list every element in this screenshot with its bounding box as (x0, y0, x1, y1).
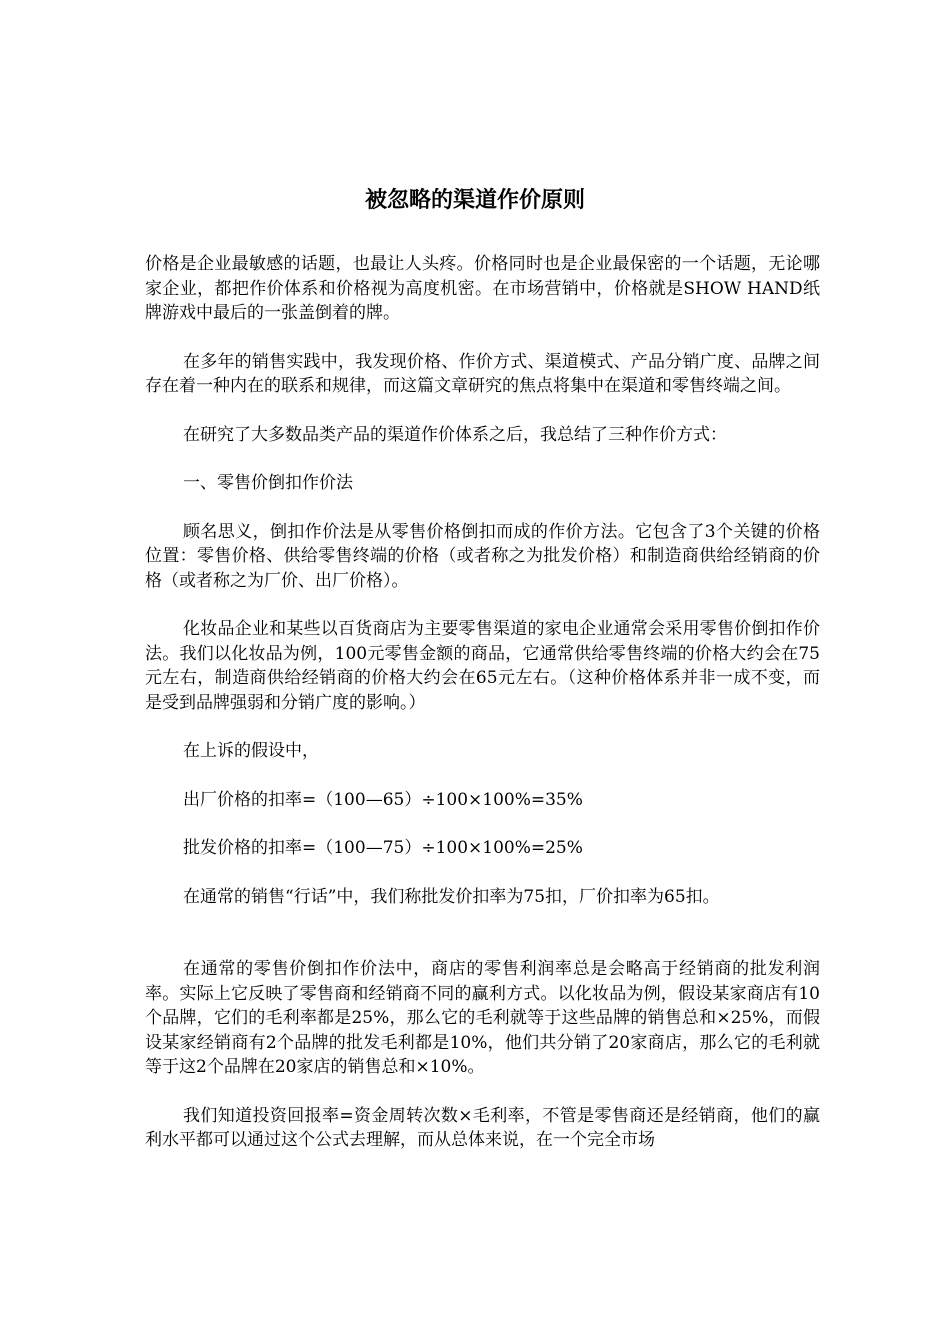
paragraph-profit-margins: 在通常的零售价倒扣作价法中，商店的零售利润率总是会略高于经销商的批发利润率。实际上它反映了零售商和经销商不同的赢利方式。以化妆品为例，假设某家商店有10个品牌，它们的毛利率都是25%，那么它的毛利就等于这些品牌的销售总和×25%，而假设某家经销商有2个品牌的批发毛利都是10%，他们共分销了20家商店，那么它的毛利就等于这2个品牌在20家店的销售总和×10%。 (145, 959, 820, 1077)
document-title: 被忽略的渠道作价原则 (364, 188, 585, 213)
paragraph-assumption: 在上诉的假设中， (183, 741, 319, 761)
paragraph-practice: 在多年的销售实践中，我发现价格、作价方式、渠道模式、产品分销广度、品牌之间存在着一种内在的联系和规律，而这篇文章研究的焦点将集中在渠道和零售终端之间。 (145, 351, 820, 396)
formula-factory-rate: 出厂价格的扣率=（100—65）÷100×100%=35% (183, 789, 583, 810)
blank-line (145, 933, 820, 957)
formula-wholesale-rate: 批发价格的扣率=（100—75）÷100×100%=25% (183, 838, 583, 858)
paragraph-cosmetics-example: 化妆品企业和某些以百货商店为主要零售渠道的家电企业通常会采用零售价倒扣作价法。我们以化妆品为例，100元零售金额的商品，它通常供给零售终端的价格大约会在75元左右，制造商供给经销商的价格大约会在65元左右。（这种价格体系并非一成不变，而是受到品牌强弱和分销广度的影响。） (145, 619, 820, 713)
paragraph-summary: 在研究了大多数品类产品的渠道作价体系之后，我总结了三种作价方式： (183, 424, 727, 445)
paragraph-intro: 价格是企业最敏感的话题，也最让人头疼。价格同时也是企业最保密的一个话题，无论哪家企业，都把作价体系和价格视为高度机密。在市场营销中，价格就是SHOW HAND纸牌游戏中最后的一张盖倒着的牌。 (145, 254, 820, 323)
paragraph-roi: 我们知道投资回报率=资金周转次数×毛利率，不管是零售商还是经销商，他们的赢利水平都可以通过这个公式去理解，而从总体来说，在一个完全市场 (145, 1105, 820, 1150)
paragraph-jargon: 在通常的销售“行话”中，我们称批发价扣率为75扣，厂价扣率为65扣。 (183, 886, 720, 907)
paragraph-definition: 顾名思义，倒扣作价法是从零售价格倒扣而成的作价方法。它包含了3个关键的价格位置：零售价格、供给零售终端的价格（或者称之为批发价格）和制造商供给经销商的价格（或者称之为厂价、出厂价格）。 (145, 521, 820, 591)
section-heading-retail-deduction: 一、零售价倒扣作价法 (183, 473, 353, 493)
document-body (145, 252, 820, 1177)
